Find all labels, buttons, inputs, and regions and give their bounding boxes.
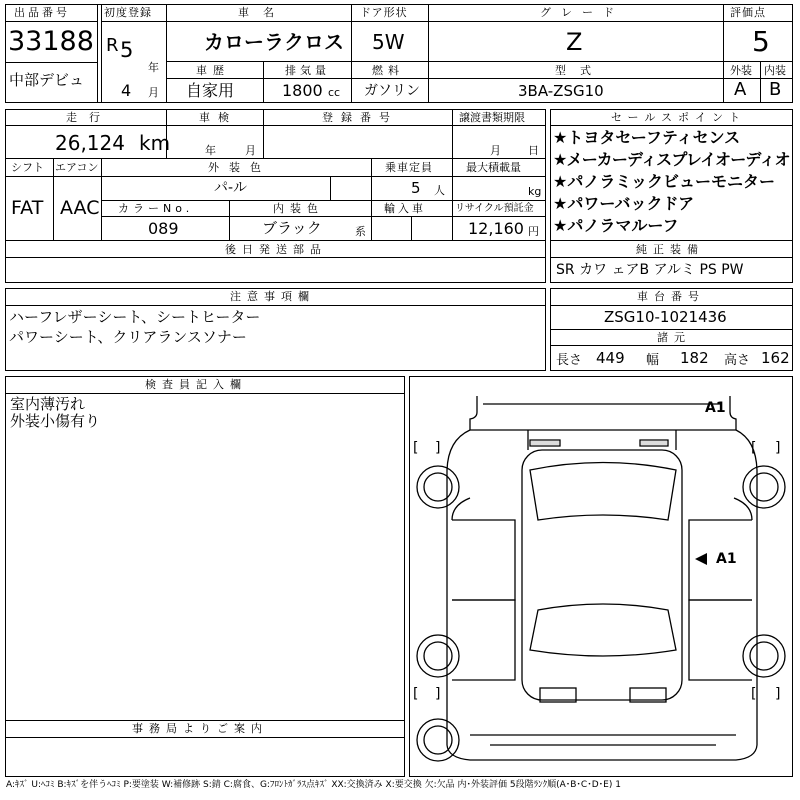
shaken-year-unit: 年 bbox=[205, 144, 216, 157]
bracket-mark: [ bbox=[751, 686, 757, 702]
sales-point-item: ★パノラマルーフ bbox=[553, 216, 679, 235]
sales-point-item: ★トヨタセーフティセンス bbox=[553, 128, 741, 147]
aircon-label: エアコン bbox=[55, 161, 99, 174]
cc-unit: cc bbox=[328, 86, 341, 99]
reg-year: 5 bbox=[120, 38, 134, 62]
lot-number: 33188 bbox=[8, 26, 94, 57]
shaken-month-unit: 月 bbox=[245, 144, 256, 157]
load-unit: kg bbox=[528, 185, 542, 198]
height-label: 高さ bbox=[724, 353, 751, 368]
color-no: 089 bbox=[148, 219, 179, 238]
bracket-mark: ] bbox=[775, 440, 781, 456]
load-label: 最大積載量 bbox=[466, 161, 521, 174]
recycle-label: リサイクル預託金 bbox=[455, 203, 534, 214]
ext-label: 外装 bbox=[730, 64, 752, 77]
sales-point-item: ★メーカーディスプレイオーディオ bbox=[553, 150, 790, 169]
import-label: 輸入車 bbox=[384, 202, 426, 215]
capacity: 5 bbox=[411, 179, 421, 197]
reg-date-label: 初度登録 bbox=[104, 6, 152, 19]
shift: FAT bbox=[11, 197, 44, 219]
door-type: 5W bbox=[372, 30, 405, 54]
height-value: 162 bbox=[761, 349, 790, 367]
lot-no-label: 出品番号 bbox=[14, 6, 70, 19]
mileage-label: 走行 bbox=[66, 111, 112, 124]
inspector-panel bbox=[5, 376, 405, 777]
notes-label: 注意事項欄 bbox=[230, 290, 315, 303]
interior-color: ブラック bbox=[262, 219, 322, 237]
damage-mark: A1 bbox=[716, 551, 737, 567]
transfer-day-unit: 日 bbox=[528, 144, 539, 157]
color-no-label: カラーNo. bbox=[118, 202, 194, 215]
interior-suffix: 系 bbox=[355, 225, 366, 238]
transfer-label: 譲渡書類期限 bbox=[459, 111, 525, 124]
car-name: カローラクロス bbox=[204, 30, 344, 54]
int-grade: B bbox=[769, 79, 782, 100]
equipment-value: SR カワ ェアB アルミ PS PW bbox=[556, 262, 744, 278]
fuel: ガソリン bbox=[364, 83, 420, 99]
int-label: 内装 bbox=[764, 64, 786, 77]
length-value: 449 bbox=[596, 349, 625, 367]
bracket-mark: ] bbox=[775, 686, 781, 702]
shaken-label: 車検 bbox=[199, 111, 237, 124]
sales-point-item: ★パノラミックビューモニター bbox=[553, 172, 776, 191]
bracket-mark: [ bbox=[413, 686, 419, 702]
damage-pointer bbox=[695, 553, 715, 565]
era-mark: R bbox=[106, 35, 119, 56]
equipment-label: 純正装備 bbox=[636, 243, 704, 256]
debut-label: 中部デビュ bbox=[9, 71, 85, 89]
mileage-unit: km bbox=[139, 131, 171, 155]
notes-line: パワーシート、クリアランスソナー bbox=[9, 328, 247, 346]
bracket-mark: ] bbox=[435, 440, 441, 456]
recycle-unit: 円 bbox=[528, 225, 539, 238]
inspector-line: 室内薄汚れ bbox=[10, 395, 86, 413]
mileage: 26,124 bbox=[55, 131, 125, 155]
fuel-label: 燃料 bbox=[372, 64, 404, 77]
inspector-label: 検査員記入欄 bbox=[145, 378, 247, 391]
regno-label: 登録番号 bbox=[322, 111, 398, 124]
car-name-label: 車名 bbox=[238, 6, 288, 19]
damage-mark: A1 bbox=[705, 400, 726, 416]
car-history: 自家用 bbox=[186, 81, 235, 100]
car-diagram bbox=[409, 376, 793, 777]
transfer-month-unit: 月 bbox=[490, 144, 501, 157]
bracket-mark: ] bbox=[435, 686, 441, 702]
grade: Z bbox=[566, 28, 583, 56]
recycle-deposit: 12,160 bbox=[468, 219, 524, 238]
office-label: 事務局よりご案内 bbox=[132, 722, 268, 735]
model-label: 型式 bbox=[555, 64, 605, 77]
legend-text: A:ｷｽﾞ U:ﾍｺﾐ B:ｷｽﾞを伴うﾍｺﾐ P:要塗装 W:補修跡 S:錆 C:腐食、G:ﾌﾛﾝﾄｶﾞﾗｽ点ｷｽﾞ XX:交換済み X:要交換 欠:欠品 内･外装評価 5段階ﾗﾝｸ順(A･B･C･D･E) 1 bbox=[6, 780, 621, 790]
displacement: 1800 bbox=[282, 81, 323, 100]
exterior-color-label: 外装色 bbox=[208, 161, 271, 174]
capacity-label: 乗車定員 bbox=[385, 161, 433, 174]
reg-month: 4 bbox=[121, 81, 132, 100]
score-label: 評価点 bbox=[730, 6, 766, 19]
length-label: 長さ bbox=[556, 353, 583, 368]
capacity-unit: 人 bbox=[434, 184, 445, 197]
chassis-label: 車台番号 bbox=[637, 290, 705, 303]
sales-point-item: ★パワーバックドア bbox=[553, 194, 695, 213]
sales-points-label: セールスポイント bbox=[611, 111, 747, 124]
width-value: 182 bbox=[680, 349, 709, 367]
aircon: AAC bbox=[60, 197, 100, 219]
bracket-mark: [ bbox=[751, 440, 757, 456]
shift-label: シフト bbox=[11, 161, 44, 174]
notes-line: ハーフレザーシート、シートヒーター bbox=[9, 308, 261, 326]
dims-label: 諸元 bbox=[657, 331, 691, 344]
displacement-label: 排気量 bbox=[285, 64, 330, 77]
later-parts-label: 後日発送部品 bbox=[225, 243, 327, 256]
score: 5 bbox=[752, 25, 770, 58]
exterior-color: パ-ル bbox=[214, 180, 248, 196]
door-label: ドア形状 bbox=[360, 6, 408, 19]
ext-grade: A bbox=[734, 79, 747, 100]
inspector-line: 外装小傷有り bbox=[10, 412, 101, 430]
month-unit: 月 bbox=[148, 86, 159, 99]
width-label: 幅 bbox=[646, 353, 660, 368]
model-code: 3BA-ZSG10 bbox=[518, 82, 604, 100]
grade-label: グレード bbox=[540, 6, 624, 19]
year-unit: 年 bbox=[148, 61, 159, 74]
history-label: 車歴 bbox=[196, 64, 230, 77]
bracket-mark: [ bbox=[413, 440, 419, 456]
chassis-number: ZSG10-1021436 bbox=[604, 308, 727, 326]
interior-color-label: 内装色 bbox=[273, 202, 324, 215]
